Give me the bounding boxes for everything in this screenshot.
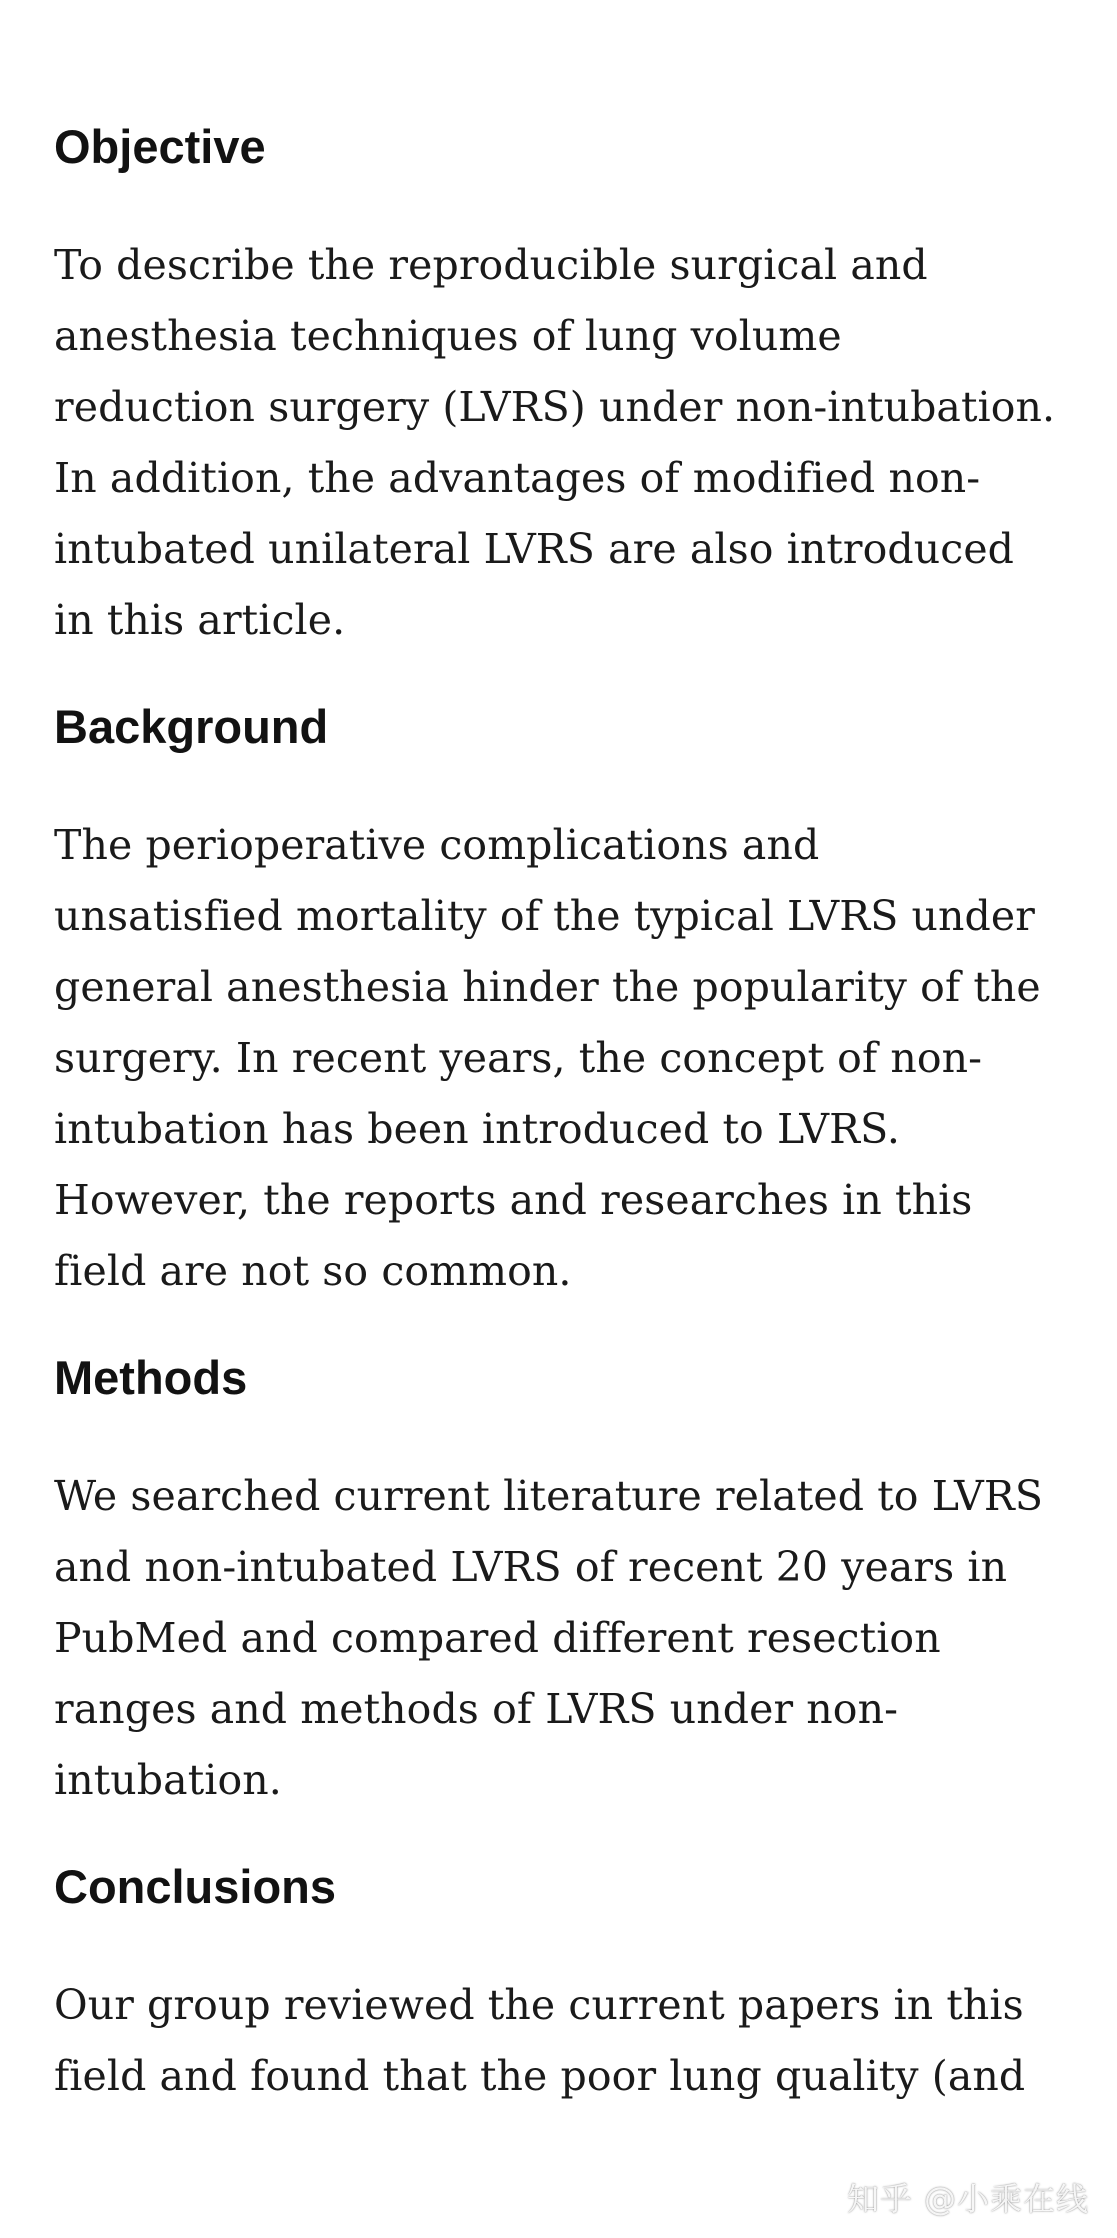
- text-line: intubated unilateral LVRS are also introduced: [54, 525, 1015, 573]
- text-line: However, the reports and researches in this: [54, 1176, 973, 1224]
- section-conclusions: [54, 1852, 1094, 2112]
- section-heading-background: Background: [54, 700, 329, 753]
- section-heading-objective: Objective: [54, 120, 266, 173]
- section-methods: [54, 1343, 1094, 1816]
- section-body-objective: [54, 230, 1094, 656]
- text-line: field and found that the poor lung quality (and: [54, 2052, 1026, 2100]
- section-background: [54, 692, 1094, 1307]
- text-line: Our group reviewed the current papers in this: [54, 1981, 1024, 2029]
- text-line: We searched current literature related to LVRS: [54, 1472, 1044, 1520]
- text-line: unsatisfied mortality of the typical LVRS under: [54, 892, 1035, 940]
- watermark: 知乎 @小乘在线: [846, 2180, 1089, 2218]
- section-body-conclusions: [54, 1970, 1094, 2112]
- text-line: general anesthesia hinder the popularity of the: [54, 963, 1041, 1011]
- text-line: in this article.: [54, 596, 346, 644]
- text-line: intubation.: [54, 1756, 282, 1804]
- text-line: To describe the reproducible surgical and: [54, 241, 928, 289]
- text-line: and non-intubated LVRS of recent 20 years in: [54, 1543, 1008, 1591]
- section-heading-conclusions: Conclusions: [54, 1860, 337, 1913]
- text-line: reduction surgery (LVRS) under non-intubation.: [54, 383, 1056, 431]
- text-line: intubation has been introduced to LVRS.: [54, 1105, 900, 1153]
- text-line: anesthesia techniques of lung volume: [54, 312, 842, 360]
- article-content: [54, 112, 1094, 2148]
- text-line: ranges and methods of LVRS under non-: [54, 1685, 899, 1733]
- text-line: In addition, the advantages of modified non-: [54, 454, 981, 502]
- section-objective: [54, 112, 1094, 656]
- text-line: field are not so common.: [54, 1247, 572, 1295]
- section-heading-methods: Methods: [54, 1351, 248, 1404]
- text-line: PubMed and compared different resection: [54, 1614, 941, 1662]
- text-line: surgery. In recent years, the concept of non-: [54, 1034, 983, 1082]
- section-body-background: [54, 810, 1094, 1307]
- text-line: The perioperative complications and: [54, 821, 820, 869]
- section-body-methods: [54, 1461, 1094, 1816]
